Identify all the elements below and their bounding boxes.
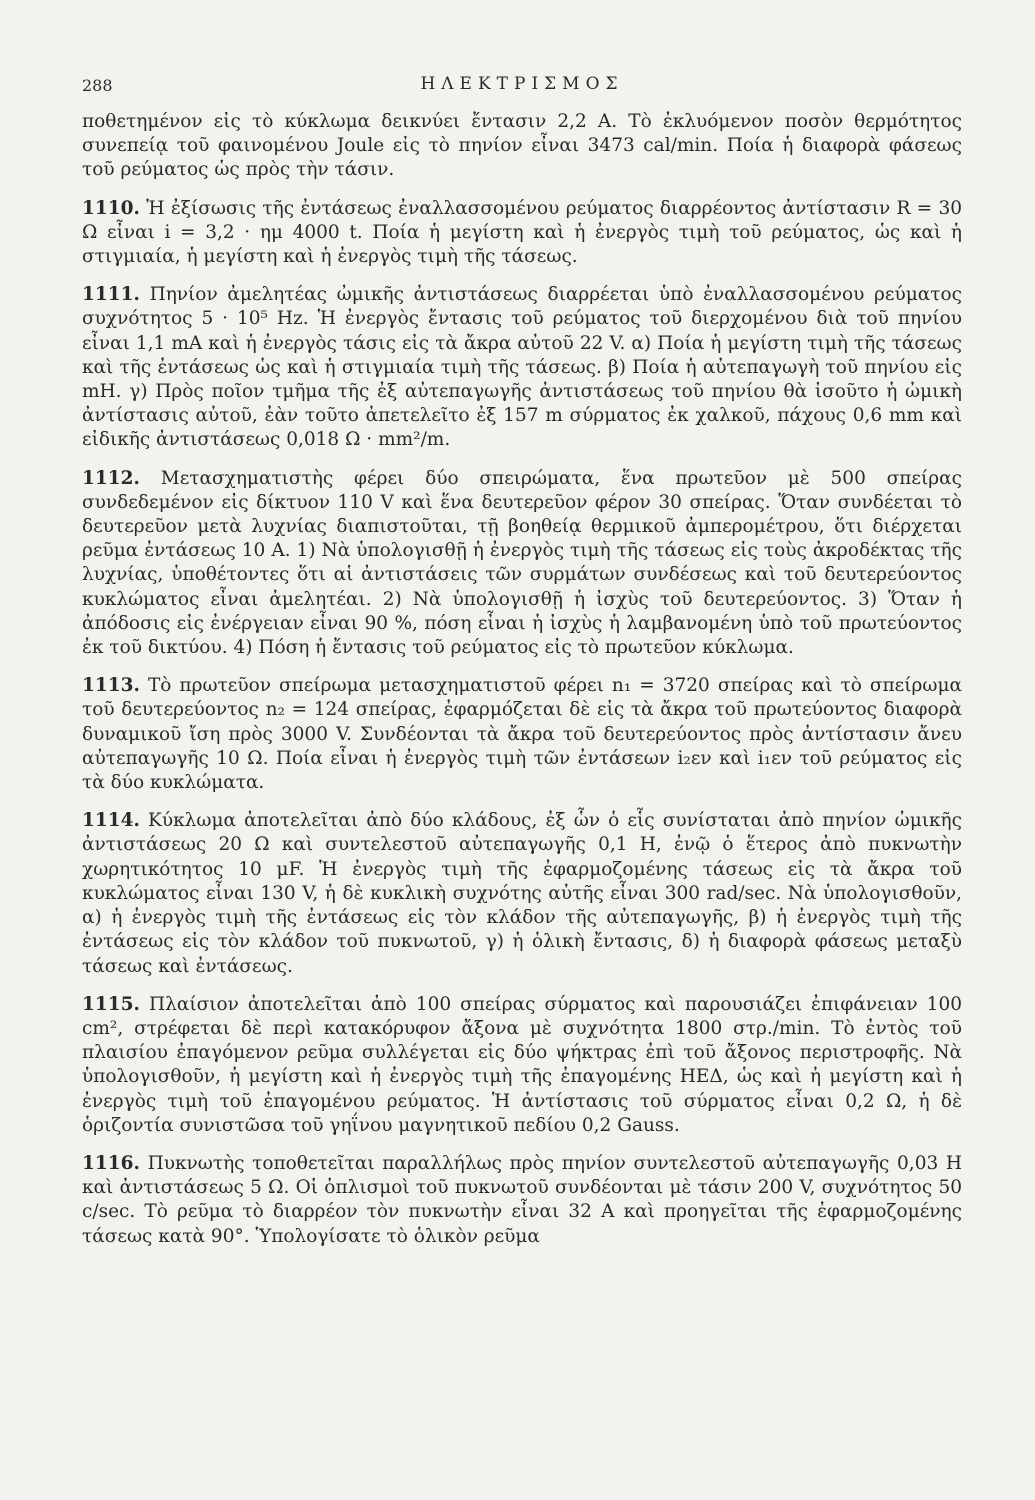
problem-number: 1116.: [82, 1152, 140, 1174]
problem-1113: [82, 674, 962, 795]
problem-text: Τὸ πρωτεῦον σπείρωμα μετασχηματιστοῦ φέρει n₁ = 3720 σπείρας καὶ τὸ σπείρωμα τοῦ δευτερεύοντος n₂ = 124 σπείρας, ἐφαρμόζεται δὲ εἰς τὰ ἄκρα τοῦ πρωτεύοντος διαφορὰ δυναμικοῦ ἴση πρὸς 3000 V. Συνδέονται τὰ ἄκρα τοῦ δευτερεύοντος πρὸς ἀντίστασιν ἄνευ αὐτεπαγωγῆς 10 Ω. Ποία εἶναι ἡ ἐνεργὸς τιμὴ τῶν ἐντάσεων i₂εν καὶ i₁εν τοῦ ρεύματος εἰς τὰ δύο κυκλώματα.: [82, 675, 962, 794]
page: [82, 70, 962, 1249]
problem-1115: [82, 993, 962, 1138]
problem-number: 1111.: [82, 284, 140, 306]
problem-text: Πλαίσιον ἀποτελεῖται ἀπὸ 100 σπείρας σύρματος καὶ παρουσιάζει ἐπιφάνειαν 100 cm², στρέφεται δὲ περὶ κατακόρυφον ἄξονα μὲ συχνότητα 1800 στρ./min. Τὸ ἐντὸς τοῦ πλαισίου ἐπαγόμενον ρεῦμα συλλέγεται εἰς δύο ψήκτρας ἐπὶ τοῦ ἄξονος περιστροφῆς. Νὰ ὑπολογισθοῦν, ἡ μεγίστη καὶ ἡ ἐνεργὸς τιμὴ τῆς ἐπαγομένης ΗΕΔ, ὡς καὶ ἡ μεγίστη καὶ ἡ ἐνεργὸς τιμὴ τοῦ ἐπαγομένου ρεύματος. Ἡ ἀντίστασις τοῦ σύρματος εἶναι 0,2 Ω, ἡ δὲ ὁριζοντία συνιστῶσα τοῦ γηΐνου μαγνητικοῦ πεδίου 0,2 Gauss.: [82, 993, 962, 1136]
problem-text: Πυκνωτὴς τοποθετεῖται παραλλήλως πρὸς πηνίον συντελεστοῦ αὐτεπαγωγῆς 0,03 H καὶ ἀντιστάσεως 5 Ω. Οἱ ὁπλισμοὶ τοῦ πυκνωτοῦ συνδέονται μὲ τάσιν 200 V, συχνότητος 50 c/sec. Τὸ ρεῦμα τὸ διαρρέον τὸν πυκνωτὴν εἶναι 32 A καὶ προηγεῖται τῆς ἐφαρμοζομένης τάσεως κατὰ 90°. Ὑπολογίσατε τὸ ὁλικὸν ρεῦμα: [82, 1152, 962, 1247]
problem-number: 1112.: [82, 467, 140, 489]
problem-text: Μετασχηματιστὴς φέρει δύο σπειρώματα, ἕνα πρωτεῦον μὲ 500 σπείρας συνδεδεμένον εἰς δίκτυον 110 V καὶ ἕνα δευτερεῦον φέρον 30 σπείρας. Ὅταν συνδέεται τὸ δευτερεῦον μετὰ λυχνίας διαπιστοῦται, τῇ βοηθείᾳ θερμικοῦ ἀμπερομέτρου, ὅτι διέρχεται ρεῦμα ἐντάσεως 10 A. 1) Νὰ ὑπολογισθῇ ἡ ἐνεργὸς τιμὴ τῆς τάσεως εἰς τοὺς ἀκροδέκτας τῆς λυχνίας, ὑποθέτοντες ὅτι αἱ ἀντιστάσεις τῶν συρμάτων συνδέσεως καὶ τοῦ δευτερεύοντος κυκλώματος εἶναι ἀμελητέαι. 2) Νὰ ὑπολογισθῇ ἡ ἰσχὺς τοῦ δευτερεύοντος. 3) Ὅταν ἡ ἀπόδοσις εἰς ἐνέργειαν εἶναι 90 %, πόση εἶναι ἡ ἰσχὺς ἡ λαμβανομένη ὑπὸ τοῦ πρωτεύοντος ἐκ τοῦ δικτύου. 4) Πόση ἡ ἔντασις τοῦ ρεύματος εἰς τὸ πρωτεῦον κύκλωμα.: [82, 467, 962, 659]
problem-text: Ἡ ἐξίσωσις τῆς ἐντάσεως ἐναλλασσομένου ρεύματος διαρρέοντος ἀντίστασιν R = 30 Ω εἶναι i = 3,2 · ημ 4000 t. Ποία ἡ μεγίστη καὶ ἡ ἐνεργὸς τιμὴ τοῦ ρεύματος, ὡς καὶ ἡ στιγμιαία, ἡ μεγίστη καὶ ἡ ἐνεργὸς τιμὴ τῆς τάσεως.: [82, 197, 962, 268]
problem-1116: [82, 1152, 962, 1249]
problem-1112: [82, 467, 962, 661]
problem-text: Κύκλωμα ἀποτελεῖται ἀπὸ δύο κλάδους, ἐξ ὧν ὁ εἷς συνίσταται ἀπὸ πηνίον ὠμικῆς ἀντιστάσεως 20 Ω καὶ συντελεστοῦ αὐτεπαγωγῆς 0,1 H, ἐνῷ ὁ ἕτερος ἀπὸ πυκνωτὴν χωρητικότητος 10 μF. Ἡ ἐνεργὸς τιμὴ τῆς ἐφαρμοζομένης τάσεως εἰς τὰ ἄκρα τοῦ κυκλώματος εἶναι 130 V, ἡ δὲ κυκλικὴ συχνότης αὐτῆς εἶναι 300 rad/sec. Νὰ ὑπολογισθοῦν, α) ἡ ἐνεργὸς τιμὴ τῆς ἐντάσεως εἰς τὸν κλάδον τῆς αὐτεπαγωγῆς, β) ἡ ἐνεργὸς τιμὴ τῆς ἐντάσεως εἰς τὸν κλάδον τοῦ πυκνωτοῦ, γ) ἡ ὁλικὴ ἔντασις, δ) ἡ διαφορὰ φάσεως μεταξὺ τάσεως καὶ ἐντάσεως.: [82, 810, 962, 977]
page-header: [82, 70, 962, 110]
page-number: 288: [82, 76, 113, 95]
problem-text: Πηνίον ἀμελητέας ὠμικῆς ἀντιστάσεως διαρρέεται ὑπὸ ἐναλλασσομένου ρεύματος συχνότητος 5 · 10⁵ Hz. Ἡ ἐνεργὸς ἔντασις τοῦ ρεύματος τοῦ διερχομένου διὰ τοῦ πηνίου εἶναι 1,1 mA καὶ ἡ ἐνεργὸς τάσις εἰς τὰ ἄκρα αὐτοῦ 22 V. α) Ποία ἡ μεγίστη τιμὴ τῆς τάσεως καὶ τῆς ἐντάσεως ὡς καὶ ἡ στιγμιαία τιμὴ τῆς τάσεως. β) Ποία ἡ αὐτεπαγωγὴ τοῦ πηνίου εἰς mH. γ) Πρὸς ποῖον τμῆμα τῆς ἐξ αὐτεπαγωγῆς ἀντιστάσεως τοῦ πηνίου θὰ ἰσοῦτο ἡ ὠμικὴ ἀντίστασις αὐτοῦ, ἐὰν τοῦτο ἀπετελεῖτο ἐξ 157 m σύρματος ἐκ χαλκοῦ, πάχους 0,6 mm καὶ εἰδικῆς ἀντιστάσεως 0,018 Ω · mm²/m.: [82, 284, 962, 451]
problem-number: 1110.: [82, 197, 140, 219]
problem-1110: [82, 197, 962, 270]
problem-number: 1114.: [82, 810, 140, 832]
continuation-paragraph: ποθετημένον εἰς τὸ κύκλωμα δεικνύει ἔντασιν 2,2 A. Τὸ ἐκλυόμενον ποσὸν θερμότητος συνεπείᾳ τοῦ φαινομένου Joule εἰς τὸ πηνίον εἶναι 3473 cal/min. Ποία ἡ διαφορὰ φάσεως τοῦ ρεύματος ὡς πρὸς τὴν τάσιν.: [82, 111, 962, 181]
problem-1111: [82, 283, 962, 452]
problem-number: 1115.: [82, 993, 140, 1015]
problem-1114: [82, 809, 962, 978]
problem-number: 1113.: [82, 675, 140, 697]
running-title: ΗΛΕΚΤΡΙΣΜΟΣ: [420, 74, 624, 94]
